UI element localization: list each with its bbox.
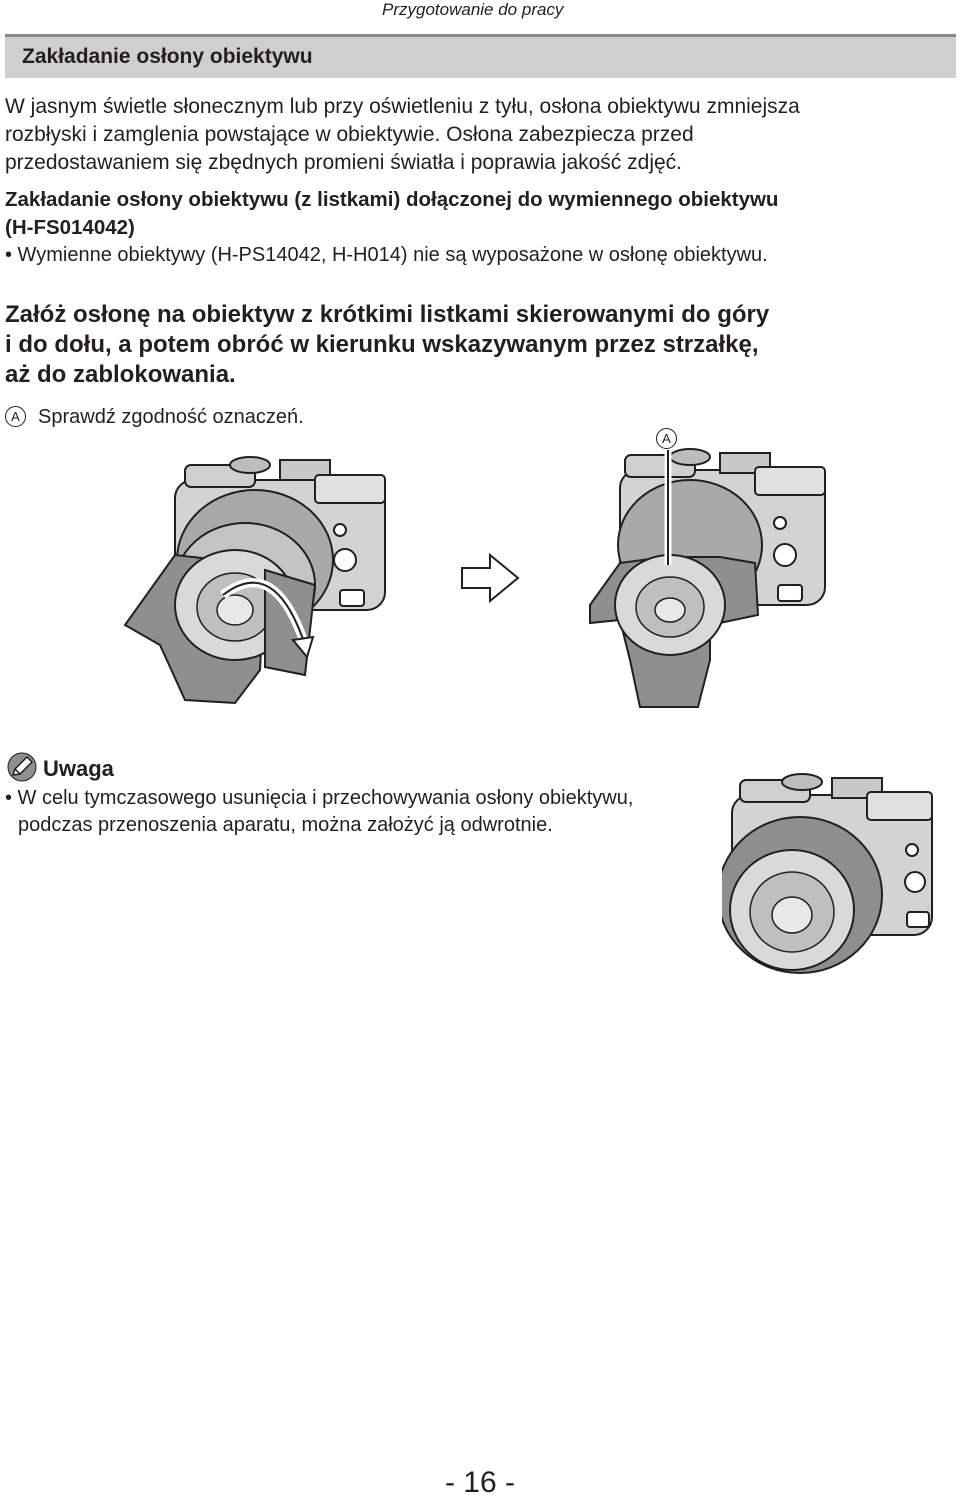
marker-a-label: A [656,428,677,450]
intro-line-2: rozbłyski i zamglenia powstające w obiektywie. Osłona zabezpiecza przed [5,123,694,146]
camera-hood-attached-illustration [580,445,840,715]
marker-a-circle: A [5,406,26,427]
intro-line-3: przedostawaniem się zbędnych promieni światła i poprawia jakość zdjęć. [5,151,682,174]
subheading [5,186,945,242]
subheading-line-1: Zakładanie osłony obiektywu (z listkami) dołączonej do wymiennego obiektywu [5,188,779,211]
note-title: Uwaga [43,756,114,781]
camera-hood-rotating-illustration [115,445,405,710]
marker-legend [5,404,304,430]
note-line-2: podczas przenoszenia aparatu, można założyć ją odwrotnie. [18,814,553,836]
intro-paragraph [5,93,945,177]
section-title: Zakładanie osłony obiektywu [22,45,313,68]
step-instruction [5,300,925,390]
chapter-header: Przygotowanie do pracy [382,0,564,19]
note-line-1: • W celu tymczasowego usunięcia i przechowywania osłony obiektywu, [5,787,634,809]
step-line-2: i do dołu, a potem obróć w kierunku wskazywanym przez strzałkę, [5,331,759,358]
section-title-bar [5,34,956,78]
intro-line-1: W jasnym świetle słonecznym lub przy oświetleniu z tyłu, osłona obiektywu zmniejsza [5,95,800,118]
page-number: - 16 - [444,1466,516,1499]
arrow-right-icon [460,553,522,603]
subheading-line-2: (H-FS014042) [5,216,135,239]
lens-note: • Wymienne obiektywy (H-PS14042, H-H014) nie są wyposażone w osłonę obiektywu. [5,244,768,266]
camera-hood-reversed-illustration [722,770,944,980]
step-line-3: aż do zablokowania. [5,361,236,388]
note-body [5,785,715,839]
step-line-1: Załóż osłonę na obiektyw z krótkimi listkami skierowanymi do góry [5,301,770,328]
marker-a-text: Sprawdź zgodność oznaczeń. [38,406,304,428]
